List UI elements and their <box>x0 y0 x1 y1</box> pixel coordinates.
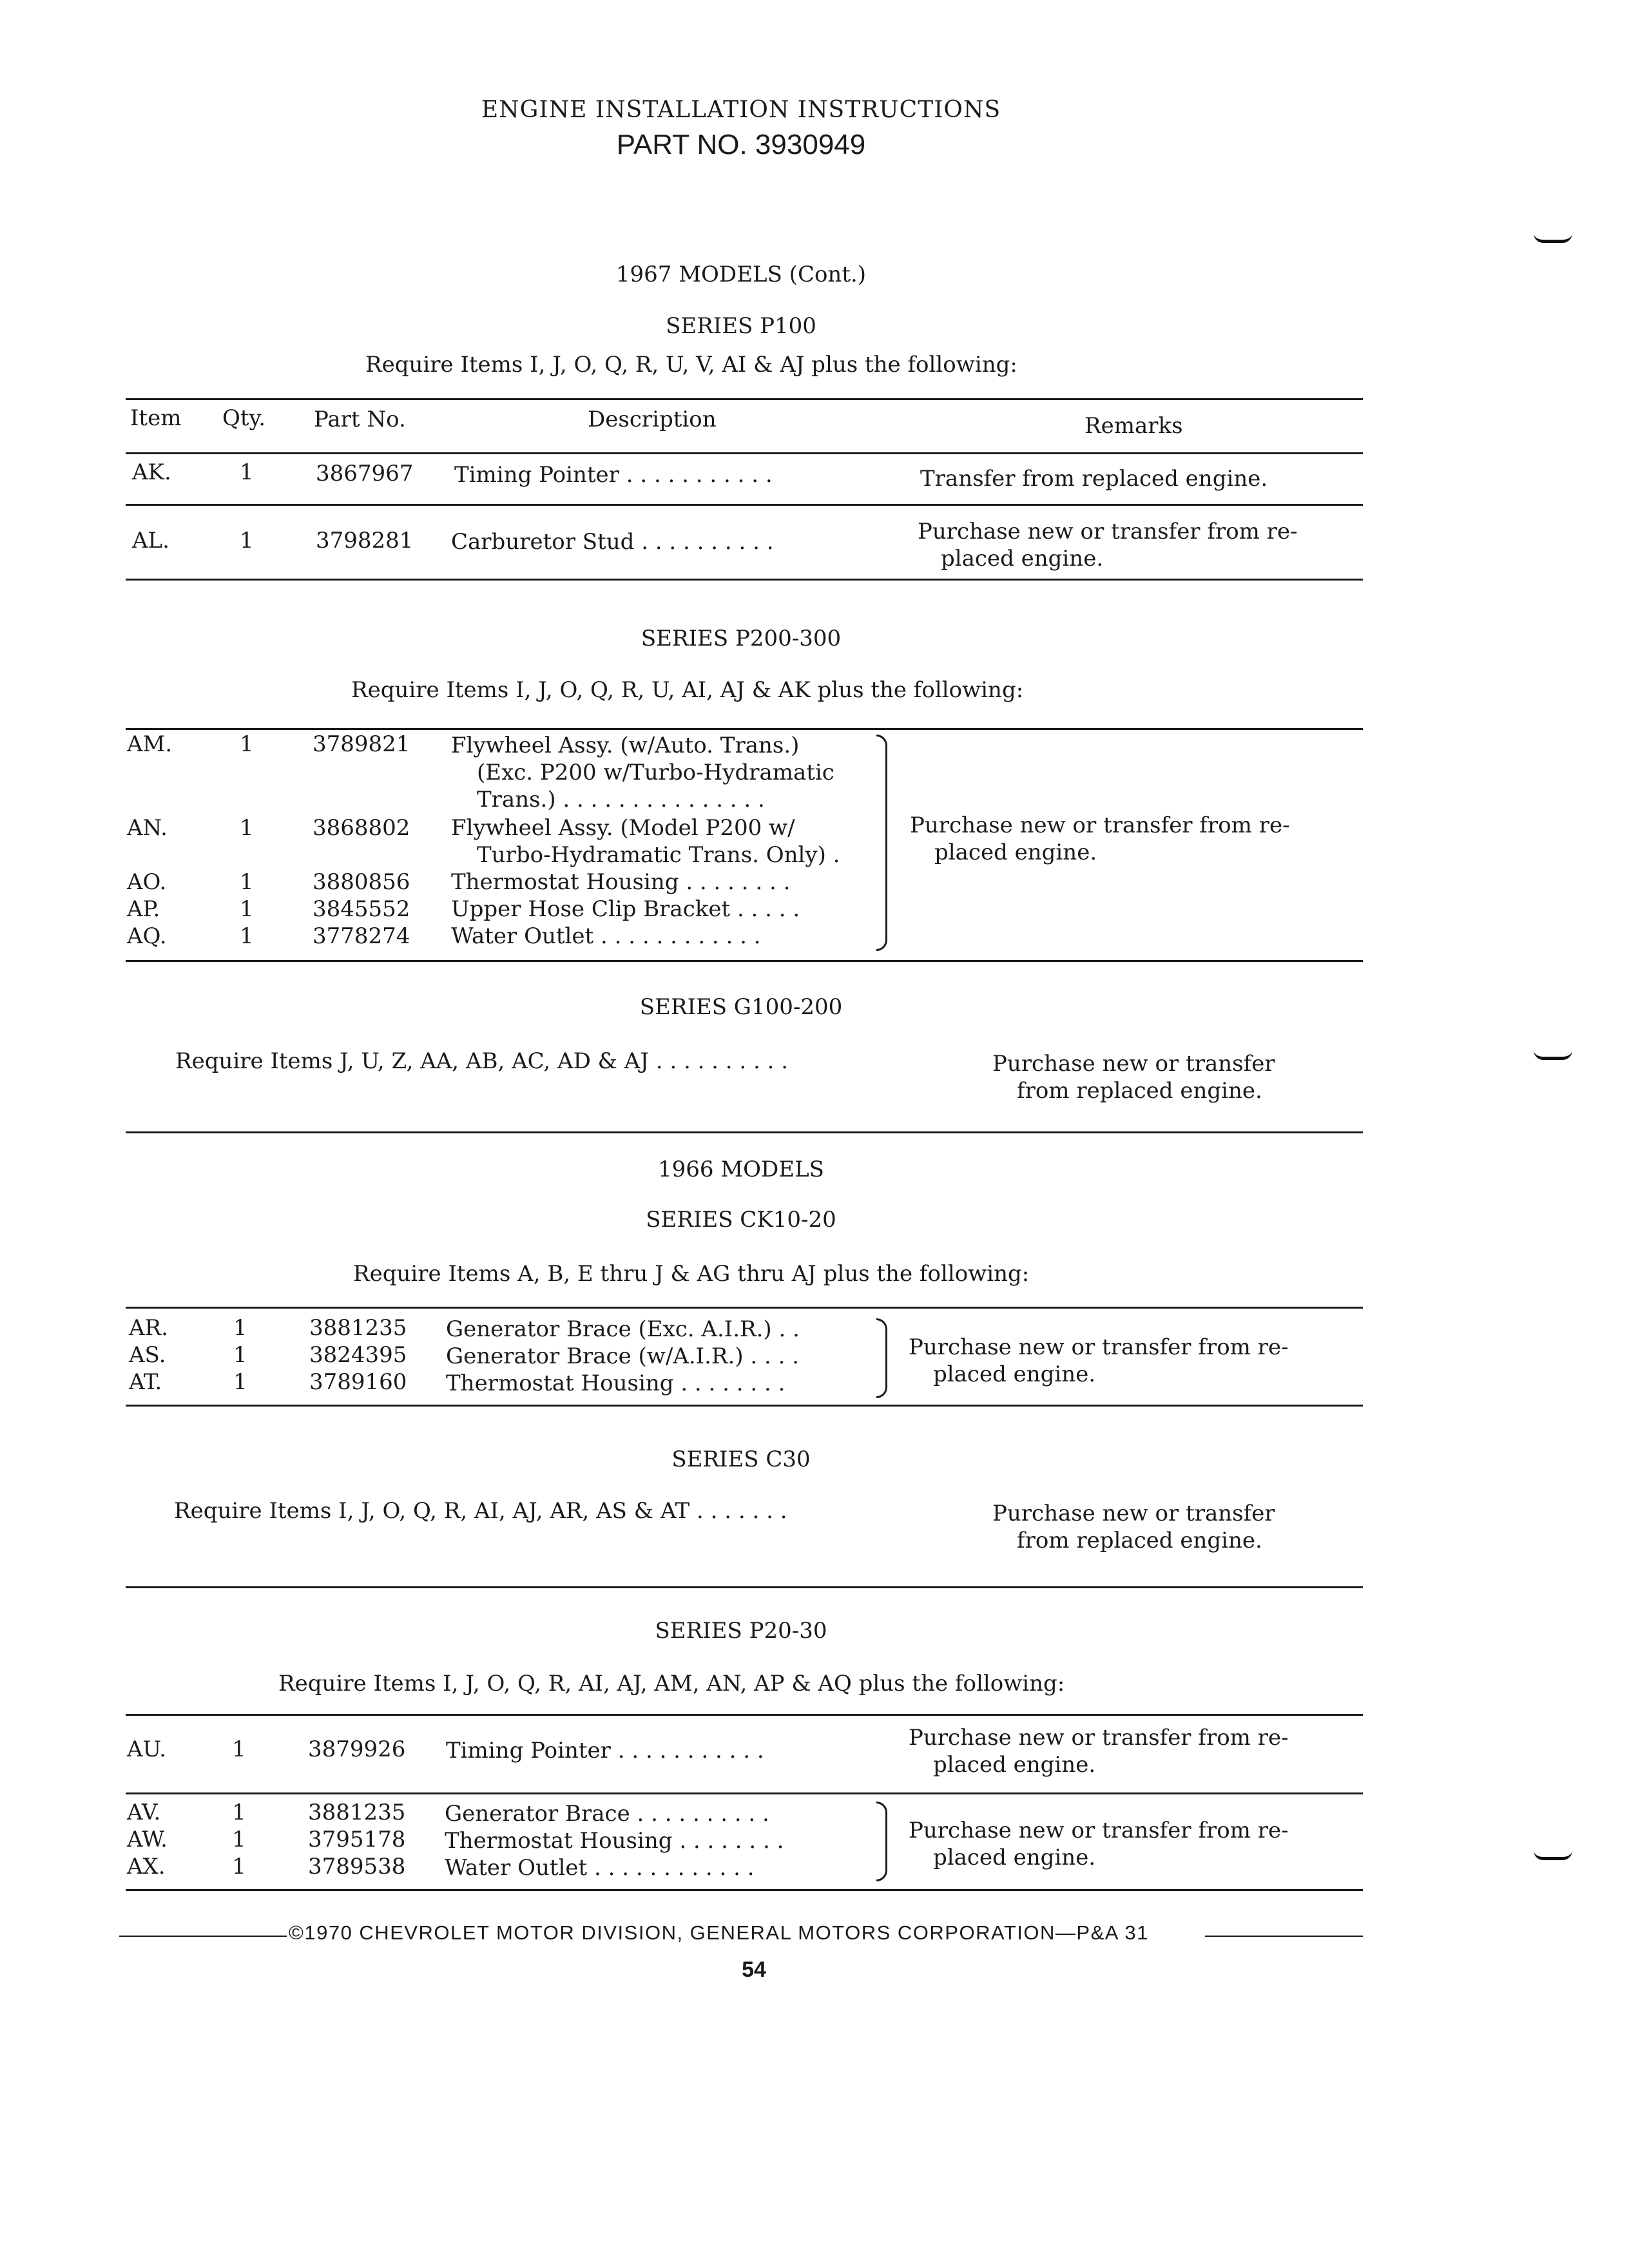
item-description: Water Outlet . . . . . . . . . . . . <box>445 1855 755 1881</box>
item-qty: 1 <box>233 1315 247 1341</box>
divider <box>126 579 1363 581</box>
series-p200-300-require: Require Items I, J, O, Q, R, U, AI, AJ & AK plus the following: <box>351 677 1024 703</box>
item-description: Generator Brace (w/A.I.R.) . . . . <box>446 1343 800 1369</box>
divider <box>126 1889 1363 1891</box>
divider <box>126 1586 1363 1588</box>
item-code: AK. <box>132 459 171 485</box>
item-description: Upper Hose Clip Bracket . . . . . <box>451 896 800 922</box>
item-part-number: 3880856 <box>313 869 410 895</box>
series-c30-heading: SERIES C30 <box>671 1446 811 1472</box>
item-code: AL. <box>132 528 169 553</box>
divider <box>126 1307 1363 1309</box>
column-header-remarks: Remarks <box>1084 413 1183 439</box>
series-p100-require: Require Items I, J, O, Q, R, U, V, AI & AJ plus the following: <box>365 352 1017 378</box>
series-c30-require: Require Items I, J, O, Q, R, AI, AJ, AR, AS & AT . . . . . . . <box>174 1498 787 1524</box>
item-qty: 1 <box>240 731 254 757</box>
item-code: AM. <box>127 731 173 757</box>
item-description: Thermostat Housing . . . . . . . . <box>445 1828 784 1854</box>
group-remark-continued: from replaced engine. <box>1017 1078 1262 1104</box>
series-ck10-20-require: Require Items A, B, E thru J & AG thru AJ plus the following: <box>353 1261 1030 1287</box>
divider <box>126 398 1363 400</box>
item-code: AN. <box>127 815 168 841</box>
item-code: AU. <box>127 1736 166 1762</box>
section-heading-1967: 1967 MODELS (Cont.) <box>615 262 867 287</box>
series-g100-200-require: Require Items J, U, Z, AA, AB, AC, AD & AJ . . . . . . . . . . <box>175 1048 789 1074</box>
item-qty: 1 <box>240 869 254 895</box>
item-description: Thermostat Housing . . . . . . . . <box>446 1370 786 1396</box>
item-part-number: 3789821 <box>313 731 410 757</box>
item-part-number: 3845552 <box>313 896 410 922</box>
group-remark: Purchase new or transfer <box>992 1051 1275 1077</box>
group-remark: Purchase new or transfer from re- <box>909 1334 1289 1360</box>
divider <box>126 1405 1363 1407</box>
item-qty: 1 <box>232 1800 246 1825</box>
series-g100-200-heading: SERIES G100-200 <box>639 994 843 1020</box>
document-title: ENGINE INSTALLATION INSTRUCTIONS <box>481 97 1001 123</box>
item-code: AS. <box>129 1342 166 1368</box>
group-remark-continued: from replaced engine. <box>1017 1528 1262 1553</box>
group-remark-continued: placed engine. <box>934 840 1097 865</box>
item-qty: 1 <box>232 1827 246 1852</box>
item-description: Thermostat Housing . . . . . . . . <box>451 869 791 895</box>
item-part-number: 3778274 <box>313 923 410 949</box>
column-header-part-no: Part No. <box>314 407 406 432</box>
group-remark: Purchase new or transfer <box>992 1501 1275 1526</box>
item-code: AP. <box>127 896 160 922</box>
divider <box>126 504 1363 506</box>
item-remark: Purchase new or transfer from re- <box>918 519 1298 544</box>
brace-grouping-mark <box>876 1802 887 1881</box>
item-part-number: 3881235 <box>308 1800 406 1825</box>
column-header-qty: Qty. <box>222 405 266 431</box>
group-remark-continued: placed engine. <box>933 1845 1096 1870</box>
item-part-number: 3881235 <box>309 1315 407 1341</box>
item-part-number: 3789538 <box>308 1854 406 1879</box>
item-part-number: 3867967 <box>316 461 414 486</box>
divider <box>126 1714 1363 1716</box>
item-qty: 1 <box>233 1369 247 1395</box>
item-description: Timing Pointer . . . . . . . . . . . <box>446 1738 764 1763</box>
item-remark: Transfer from replaced engine. <box>920 466 1268 492</box>
section-heading-1966: 1966 MODELS <box>658 1157 824 1182</box>
item-qty: 1 <box>232 1736 246 1762</box>
item-part-number: 3879926 <box>308 1736 406 1762</box>
item-part-number: 3868802 <box>313 815 410 841</box>
item-description: Timing Pointer . . . . . . . . . . . <box>454 462 773 488</box>
part-number: PART NO. 3930949 <box>616 129 866 160</box>
item-qty: 1 <box>233 1342 247 1368</box>
item-remark-continued: placed engine. <box>941 546 1104 572</box>
item-remark: Purchase new or transfer from re- <box>909 1725 1289 1751</box>
item-description: Generator Brace (Exc. A.I.R.) . . <box>446 1316 800 1342</box>
item-qty: 1 <box>240 923 254 949</box>
divider <box>126 1131 1363 1133</box>
divider <box>126 1792 1363 1794</box>
item-part-number: 3824395 <box>309 1342 407 1368</box>
page-number: 54 <box>742 1957 766 1982</box>
item-code: AR. <box>129 1315 168 1341</box>
divider <box>126 728 1363 730</box>
item-description: Carburetor Stud . . . . . . . . . . <box>451 529 774 555</box>
item-description: Flywheel Assy. (w/Auto. Trans.) <box>451 733 800 758</box>
brace-grouping-mark <box>876 1318 887 1398</box>
item-code: AW. <box>127 1827 168 1852</box>
item-code: AO. <box>127 869 167 895</box>
column-header-description: Description <box>588 407 717 432</box>
item-qty: 1 <box>232 1854 246 1879</box>
item-description: Generator Brace . . . . . . . . . . <box>445 1801 769 1827</box>
series-p20-30-heading: SERIES P20-30 <box>655 1618 827 1644</box>
item-qty: 1 <box>240 528 254 553</box>
item-description-continued: Trans.) . . . . . . . . . . . . . . . <box>477 787 765 812</box>
brace-grouping-mark <box>876 735 887 951</box>
item-remark-continued: placed engine. <box>933 1752 1096 1778</box>
footer-rule-left <box>119 1936 287 1937</box>
item-qty: 1 <box>240 459 254 485</box>
column-header-item: Item <box>130 405 182 431</box>
binding-mark <box>1534 1050 1572 1060</box>
binding-mark <box>1534 1850 1572 1860</box>
divider <box>126 452 1363 454</box>
series-p20-30-require: Require Items I, J, O, Q, R, AI, AJ, AM, AN, AP & AQ plus the following: <box>278 1671 1065 1696</box>
item-description: Flywheel Assy. (Model P200 w/ <box>451 815 795 841</box>
item-code: AT. <box>129 1369 162 1395</box>
series-p100-heading: SERIES P100 <box>666 313 816 339</box>
divider <box>126 960 1363 962</box>
item-code: AV. <box>127 1800 161 1825</box>
group-remark: Purchase new or transfer from re- <box>910 812 1290 838</box>
binding-mark <box>1534 233 1572 243</box>
item-part-number: 3798281 <box>316 528 414 553</box>
item-part-number: 3795178 <box>308 1827 406 1852</box>
item-description-continued: Turbo-Hydramatic Trans. Only) . <box>477 842 840 868</box>
item-part-number: 3789160 <box>309 1369 407 1395</box>
item-code: AQ. <box>127 923 167 949</box>
series-ck10-20-heading: SERIES CK10-20 <box>646 1207 836 1233</box>
item-description-continued: (Exc. P200 w/Turbo-Hydramatic <box>477 760 834 785</box>
footer-rule-right <box>1205 1936 1363 1937</box>
item-code: AX. <box>127 1854 166 1879</box>
group-remark-continued: placed engine. <box>933 1361 1096 1387</box>
series-p200-300-heading: SERIES P200-300 <box>641 626 842 651</box>
group-remark: Purchase new or transfer from re- <box>909 1818 1289 1843</box>
item-description: Water Outlet . . . . . . . . . . . . <box>451 923 761 949</box>
item-qty: 1 <box>240 896 254 922</box>
footer-copyright: ©1970 CHEVROLET MOTOR DIVISION, GENERAL MOTORS CORPORATION—P&A 31 <box>289 1921 1149 1944</box>
item-qty: 1 <box>240 815 254 841</box>
